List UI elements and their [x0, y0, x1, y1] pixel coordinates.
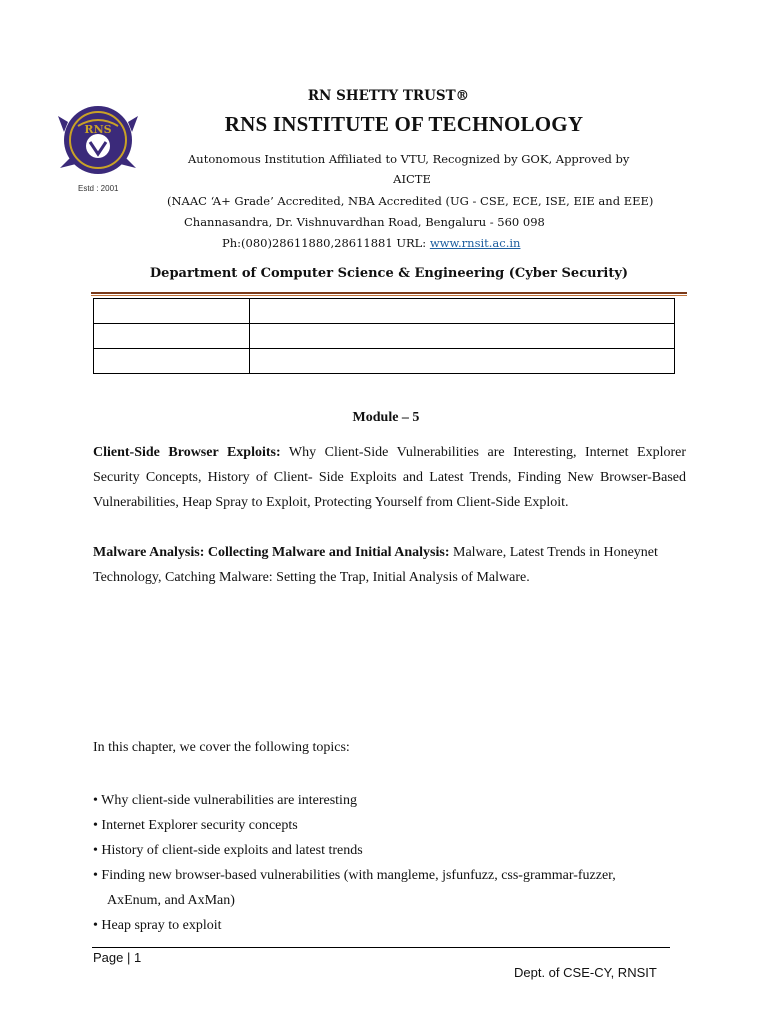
- footer-department: Dept. of CSE-CY, RNSIT: [514, 965, 657, 980]
- list-item-text: AxEnum, and AxMan): [107, 893, 235, 908]
- info-table: [93, 298, 675, 374]
- footer-divider: [92, 947, 670, 948]
- list-item: • History of client-side exploits and latest trends: [93, 843, 363, 858]
- header-divider-secondary: [91, 295, 687, 296]
- department-title: Department of Computer Science & Engineering (Cyber Security): [149, 266, 629, 281]
- accreditation-line: (NAAC ‘A+ Grade’ Accredited, NBA Accredited (UG - CSE, ECE, ISE, EIE and EEE): [167, 194, 654, 208]
- paragraph-heading: Malware Analysis: Collecting Malware and Initial Analysis:: [93, 545, 450, 560]
- address-line: Channasandra, Dr. Vishnuvardhan Road, Bengaluru - 560 098: [184, 215, 545, 229]
- table-cell: [94, 299, 250, 324]
- table-cell: [250, 299, 675, 324]
- table-row: [94, 349, 675, 374]
- list-item: • Internet Explorer security concepts: [93, 818, 298, 833]
- aicte-line: AICTE: [393, 172, 431, 186]
- header-divider: [91, 292, 687, 294]
- table-row: [94, 299, 675, 324]
- module-title: Module – 5: [352, 410, 420, 425]
- table-row: [94, 324, 675, 349]
- page-number: Page | 1: [93, 950, 142, 965]
- estd-label: Estd : 2001: [78, 184, 119, 193]
- paragraph-text: Malware, Latest Trends in Honeynet Technology, Catching Malware: Setting the Trap, Initial Analysis of Malware.: [93, 545, 658, 585]
- institute-name: RNS INSTITUTE OF TECHNOLOGY: [224, 112, 584, 136]
- list-item: • Heap spray to exploit: [93, 918, 222, 933]
- paragraph-text: Why Client-Side Vulnerabilities are Interesting, Internet Explorer Security Concepts, History of Client- Side Exploits and Latest Trends, Finding New Browser-Based Vulnerabilities, Heap Spray to Exploit, Protecting Yourself from Client-Side Exploit.: [93, 445, 686, 510]
- contact-line: [222, 236, 520, 250]
- phone-text: Ph:(080)28611880,28611881 URL:: [222, 236, 430, 250]
- syllabus-paragraph-2: [93, 540, 686, 590]
- trust-name: RN SHETTY TRUST®: [307, 88, 470, 104]
- table-cell: [94, 324, 250, 349]
- list-item-continuation: [93, 888, 693, 913]
- chapter-intro: In this chapter, we cover the following topics:: [93, 740, 350, 755]
- table-cell: [250, 324, 675, 349]
- table-cell: [250, 349, 675, 374]
- logo-text: RNS: [84, 123, 112, 136]
- list-item: • Why client-side vulnerabilities are interesting: [93, 793, 357, 808]
- list-item: • Finding new browser-based vulnerabilities (with mangleme, jsfunfuzz, css-grammar-fuzzer,: [93, 868, 616, 883]
- affiliation-line: Autonomous Institution Affiliated to VTU, Recognized by GOK, Approved by: [188, 152, 630, 166]
- table-cell: [94, 349, 250, 374]
- syllabus-paragraph-1: [93, 440, 686, 515]
- paragraph-heading: Client-Side Browser Exploits:: [93, 445, 281, 460]
- topics-list: [93, 788, 693, 938]
- website-link[interactable]: www.rnsit.ac.in: [429, 236, 521, 250]
